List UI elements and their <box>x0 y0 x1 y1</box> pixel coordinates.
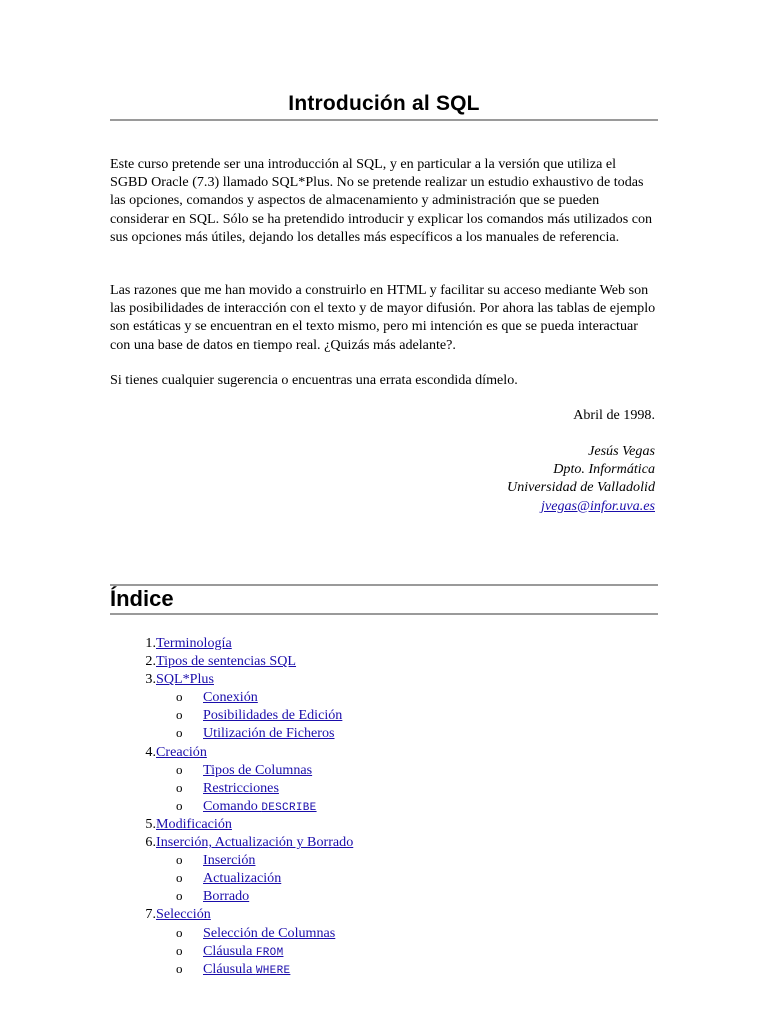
toc-link-label: Conexión <box>203 689 258 706</box>
toc-item-number: 2. <box>145 653 156 670</box>
document-date: Abril de 1998. <box>573 407 655 423</box>
toc-link-label: Tipos de sentencias SQL <box>156 653 297 670</box>
author-name: Jesús Vegas <box>588 443 655 459</box>
author-email-link[interactable]: jvegas@infor.uva.es <box>541 497 655 514</box>
page-title: Introdución al SQL <box>288 92 480 115</box>
toc-subitem-link[interactable] <box>203 797 317 817</box>
index-bottom-divider <box>110 613 658 615</box>
toc-link-label: Posibilidades de Edición <box>203 707 343 724</box>
toc-item-link[interactable] <box>156 634 232 652</box>
toc-link-code: WHERE <box>255 964 291 977</box>
author-department: Dpto. Informática <box>553 461 655 478</box>
toc-link-label: Comando <box>203 797 262 814</box>
toc-link-label: Cláusula <box>203 942 256 959</box>
toc-item-number: 4. <box>145 743 156 760</box>
toc-subitem-link[interactable] <box>203 960 290 980</box>
list-bullet: o <box>176 960 183 976</box>
list-bullet: o <box>176 779 183 795</box>
toc-link-label: Inserción, Actualización y Borrado <box>156 834 354 851</box>
author-signature <box>507 442 655 515</box>
toc-item-number: 3. <box>145 671 156 688</box>
toc-link-label: Selección de Columnas <box>203 924 336 941</box>
toc-link-code: FROM <box>255 946 284 959</box>
toc-item-number: 6. <box>145 834 156 851</box>
toc-subitem-link[interactable] <box>203 942 283 962</box>
toc-subitem-link[interactable] <box>203 724 335 742</box>
toc-link-label: Selección <box>156 906 211 923</box>
toc-link-label: Restricciones <box>203 779 279 796</box>
list-bullet: o <box>176 707 183 723</box>
toc-item-link[interactable] <box>156 833 353 851</box>
toc-subitem-link[interactable] <box>203 688 258 706</box>
toc-link-label: Inserción <box>203 852 256 869</box>
toc-link-label: Creación <box>156 743 207 760</box>
reasons-paragraph: Las razones que me han movido a construirlo en HTML y facilitar su acceso mediante Web son las posibilidades de interacción con el texto y de mayor difusión. Por ahora las tablas de ejemplo son estáticas y se encuentran en el texto mismo, pero mi intención es que se pueda interactuar con una base de datos en tiempo real. ¿Quizás más adelante?. <box>110 282 656 353</box>
index-top-divider <box>110 584 658 586</box>
toc-item-link[interactable] <box>156 815 232 833</box>
list-bullet: o <box>176 761 183 777</box>
toc-item-number: 5. <box>145 815 156 832</box>
toc-subitem-link[interactable] <box>203 869 281 887</box>
list-bullet: o <box>176 797 183 813</box>
toc-subitem-link[interactable] <box>203 706 342 724</box>
author-university: Universidad de Valladolid <box>507 479 655 496</box>
list-bullet: o <box>176 725 183 741</box>
intro-paragraph: Este curso pretende ser una introducción al SQL, y en particular a la versión que utiliza el SGBD Oracle (7.3) llamado SQL*Plus. No se pretende realizar un estudio exhaustivo de todas las opciones, comandos y aspectos de almacenamiento y administración que se pueden considerar en SQL. Sólo se ha pretendido introducir y explicar los comandos más utilizados con sus opciones más útiles, dejando los detalles más específicos a los manuales de referencia. <box>110 156 653 245</box>
list-bullet: o <box>176 852 183 868</box>
toc-link-label: Terminología <box>156 635 232 651</box>
list-bullet: o <box>176 689 183 705</box>
toc-subitem-link[interactable] <box>203 924 335 942</box>
list-bullet: o <box>176 924 183 940</box>
toc-subitem-link[interactable] <box>203 851 255 869</box>
toc-subitem-link[interactable] <box>203 761 312 779</box>
toc-link-label: SQL*Plus <box>156 671 214 688</box>
list-bullet: o <box>176 888 183 904</box>
title-divider <box>110 119 658 121</box>
toc-link-label: Actualización <box>203 870 282 887</box>
toc-link-label: Tipos de Columnas <box>203 761 313 778</box>
toc-item-link[interactable] <box>156 652 296 670</box>
toc-link-label: Utilización de Ficheros <box>203 725 335 742</box>
toc-link-label: Modificación <box>156 815 232 832</box>
toc-subitem-link[interactable] <box>203 779 279 797</box>
list-bullet: o <box>176 870 183 886</box>
toc-subitem-link[interactable] <box>203 887 249 905</box>
toc-item-number: 7. <box>145 906 156 923</box>
suggestion-paragraph: Si tienes cualquier sugerencia o encuentras una errata escondida dímelo. <box>110 372 518 388</box>
toc-item-number: 1. <box>145 635 156 651</box>
index-title: Índice <box>110 586 174 611</box>
list-bullet: o <box>176 942 183 958</box>
toc-link-code: DESCRIBE <box>261 801 317 814</box>
toc-item-link[interactable] <box>156 743 207 761</box>
toc-item-link[interactable] <box>156 905 211 923</box>
toc-item-link[interactable] <box>156 670 214 688</box>
toc-link-label: Cláusula <box>203 960 256 977</box>
toc-link-label: Borrado <box>203 888 250 905</box>
